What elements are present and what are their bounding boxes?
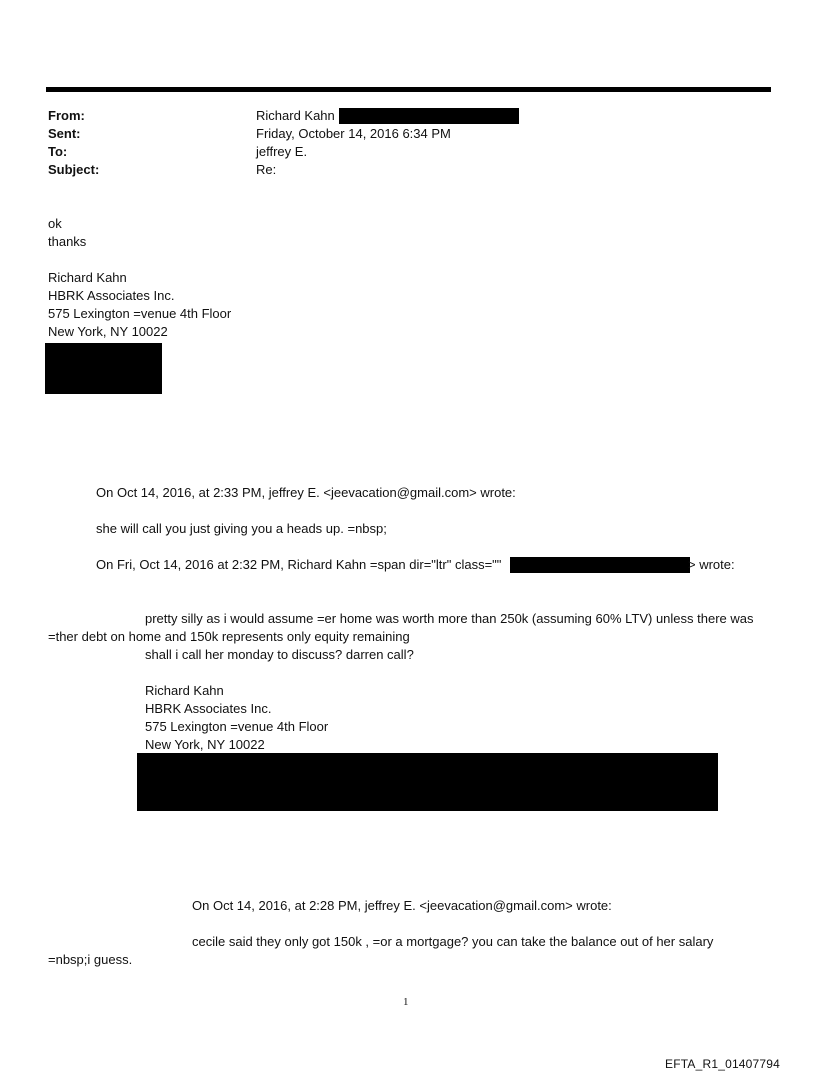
header-rule [46,87,771,92]
quote3-line1: cecile said they only got 150k , =or a mortgage? you can take the balance out of her salary [192,934,714,949]
quote3-line2: =nbsp;i guess. [48,952,133,967]
quote1-text: she will call you just giving you a heads up. =nbsp; [96,521,387,536]
signature-name: Richard Kahn [48,270,127,285]
from-value: Richard Kahn [256,108,335,123]
quote2-line2: =ther debt on home and 150k represents only equity remaining [48,629,410,644]
from-label: From: [48,108,85,123]
quote2-signature-address-line1: 575 Lexington =venue 4th Floor [145,719,329,734]
sent-value: Friday, October 14, 2016 6:34 PM [256,126,451,141]
sent-label: Sent: [48,126,81,141]
quote1-attribution: On Oct 14, 2016, at 2:33 PM, jeffrey E. <jeevacation@gmail.com> wrote: [96,485,516,500]
quote2-signature-redaction [137,753,718,811]
body-line-thanks: thanks [48,234,87,249]
attribution-email-redaction [510,557,690,573]
document-id: EFTA_R1_01407794 [665,1057,781,1071]
body-line-ok: ok [48,216,62,231]
signature-address-line2: New York, NY 10022 [48,324,168,339]
quote2-signature-name: Richard Kahn [145,683,224,698]
subject-label: Subject: [48,162,100,177]
quote2-line1: pretty silly as i would assume =er home was worth more than 250k (assuming 60% LTV) unless there was [145,611,754,626]
signature-company: HBRK Associates Inc. [48,288,175,303]
subject-value: Re: [256,162,277,177]
quote2-attribution-start: On Fri, Oct 14, 2016 at 2:32 PM, Richard Kahn =span dir="ltr" class="" [96,557,502,572]
quote2-signature-company: HBRK Associates Inc. [145,701,272,716]
to-label: To: [48,144,68,159]
signature-redaction [45,343,162,394]
quote2-attribution-end: > wrote: [688,557,735,572]
quote2-signature-address-line2: New York, NY 10022 [145,737,265,752]
from-email-redaction [339,108,519,124]
quote2-line3: shall i call her monday to discuss? darren call? [145,647,414,662]
to-value: jeffrey E. [256,144,308,159]
page-number: 1 [403,996,409,1008]
signature-address-line1: 575 Lexington =venue 4th Floor [48,306,232,321]
quote3-attribution: On Oct 14, 2016, at 2:28 PM, jeffrey E. <jeevacation@gmail.com> wrote: [192,898,612,913]
